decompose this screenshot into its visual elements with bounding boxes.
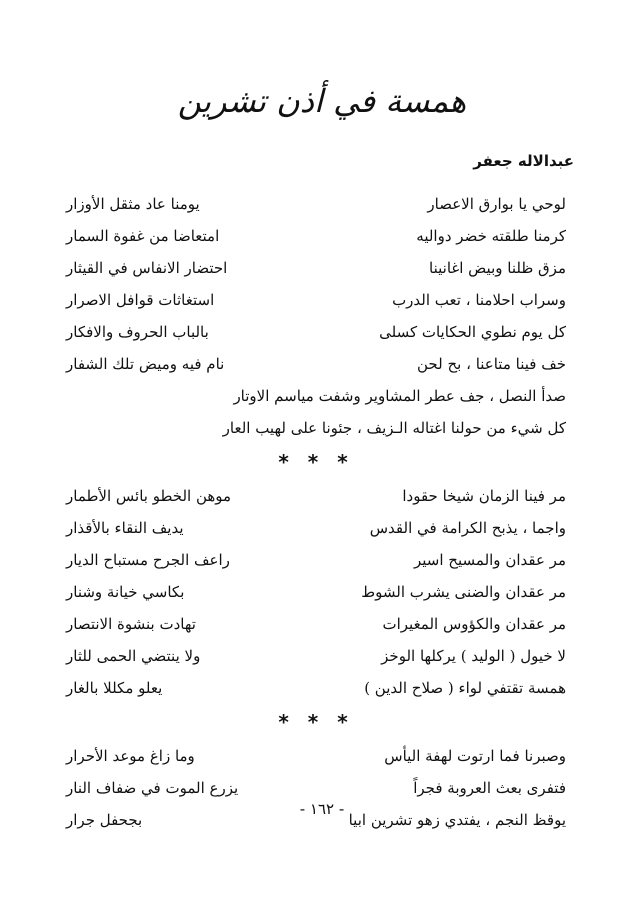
verse-line	[66, 252, 566, 284]
verse-line	[66, 284, 566, 316]
verse-second-hemistich: بالباب الحروف والافكار	[66, 323, 209, 341]
verse-second-hemistich: راعف الجرح مستباح الديار	[66, 551, 230, 569]
verse-line	[66, 412, 566, 444]
verse-line	[66, 480, 566, 512]
verse-second-hemistich: ولا ينتضي الحمى للثار	[66, 647, 201, 665]
verse-second-hemistich: يديف النقاء بالأقذار	[66, 519, 184, 537]
verse-second-hemistich: يزرع الموت في ضفاف النار	[66, 779, 239, 797]
verse-second-hemistich: نام فيه وميض تلك الشفار	[66, 355, 225, 373]
verse-first-hemistich: مر عقدان والمسيح اسير	[414, 551, 566, 569]
verse-first-hemistich: مر فينا الزمان شيخا حقودا	[402, 487, 566, 505]
verse-full-line: صدأ النصل ، جف عطر المشاوير وشفت مياسم الاوتار	[233, 387, 566, 405]
verse-line	[66, 672, 566, 704]
verse-line	[66, 220, 566, 252]
verse-line	[66, 576, 566, 608]
verse-first-hemistich: فتفرى بعث العروبة فجراً	[413, 779, 566, 797]
verse-first-hemistich: مزق ظلنا وبيض اغانينا	[429, 259, 566, 277]
verse-second-hemistich: موهن الخطو بائس الأطمار	[66, 487, 232, 505]
verse-line	[66, 740, 566, 772]
author-name: عبدالاله جعفر	[473, 152, 574, 170]
verse-first-hemistich: لوحي يا بوارق الاعصار	[427, 195, 566, 213]
verse-first-hemistich: وصبرنا فما ارتوت لهفة اليأس	[384, 747, 566, 765]
verse-first-hemistich: كل يوم نطوي الحكايات كسلى	[379, 323, 566, 341]
verse-second-hemistich: بجحفل جرار	[66, 811, 143, 829]
verse-first-hemistich: واجما ، يذبح الكرامة في القدس	[369, 519, 566, 537]
verse-second-hemistich: امتعاضا من غفوة السمار	[66, 227, 220, 245]
verse-first-hemistich: مر عقدان والكؤوس المغيرات	[382, 615, 566, 633]
verse-second-hemistich: وما زاغ موعد الأحرار	[66, 747, 195, 765]
stanza-separator: * * *	[278, 710, 354, 734]
verse-second-hemistich: تهادت بنشوة الانتصار	[66, 615, 196, 633]
verse-first-hemistich: همسة تقتفي لواء ( صلاح الدين )	[364, 679, 566, 697]
verse-second-hemistich: احتضار الانفاس في القيثار	[66, 259, 228, 277]
verse-line	[66, 544, 566, 576]
stanza-separator: * * *	[278, 450, 354, 474]
verse-first-hemistich: وسراب احلامنا ، تعب الدرب	[392, 291, 566, 309]
verse-line	[66, 380, 566, 412]
verse-first-hemistich: كرمنا طلقته خضر دواليه	[416, 227, 566, 245]
verse-line	[66, 512, 566, 544]
poem-title: همسة في أذن تشرين	[177, 82, 467, 120]
verse-full-line: كل شيء من حولنا اغتاله الـزيف ، جئونا على لهيب العار	[222, 419, 566, 437]
page-number: - ١٦٢ -	[299, 800, 345, 818]
verse-line	[66, 188, 566, 220]
verse-line	[66, 348, 566, 380]
verse-first-hemistich: لا خيول ( الوليد ) يركلها الوخز	[381, 647, 566, 665]
verse-line	[66, 640, 566, 672]
verse-first-hemistich: يوقظ النجم ، يفتدي زهو تشرين ابيا	[348, 811, 566, 829]
verse-second-hemistich: يعلو مكللا بالغار	[66, 679, 163, 697]
verse-line	[66, 608, 566, 640]
verse-second-hemistich: يومنا عاد مثقل الأوزار	[66, 195, 200, 213]
verse-second-hemistich: استغاثات قوافل الاصرار	[66, 291, 215, 309]
verse-second-hemistich: بكاسي خيانة وشنار	[66, 583, 185, 601]
verse-first-hemistich: خف فينا متاعنا ، بح لحن	[417, 355, 566, 373]
verse-first-hemistich: مر عقدان والضنى يشرب الشوط	[361, 583, 566, 601]
poem-body	[66, 188, 566, 836]
verse-line	[66, 316, 566, 348]
